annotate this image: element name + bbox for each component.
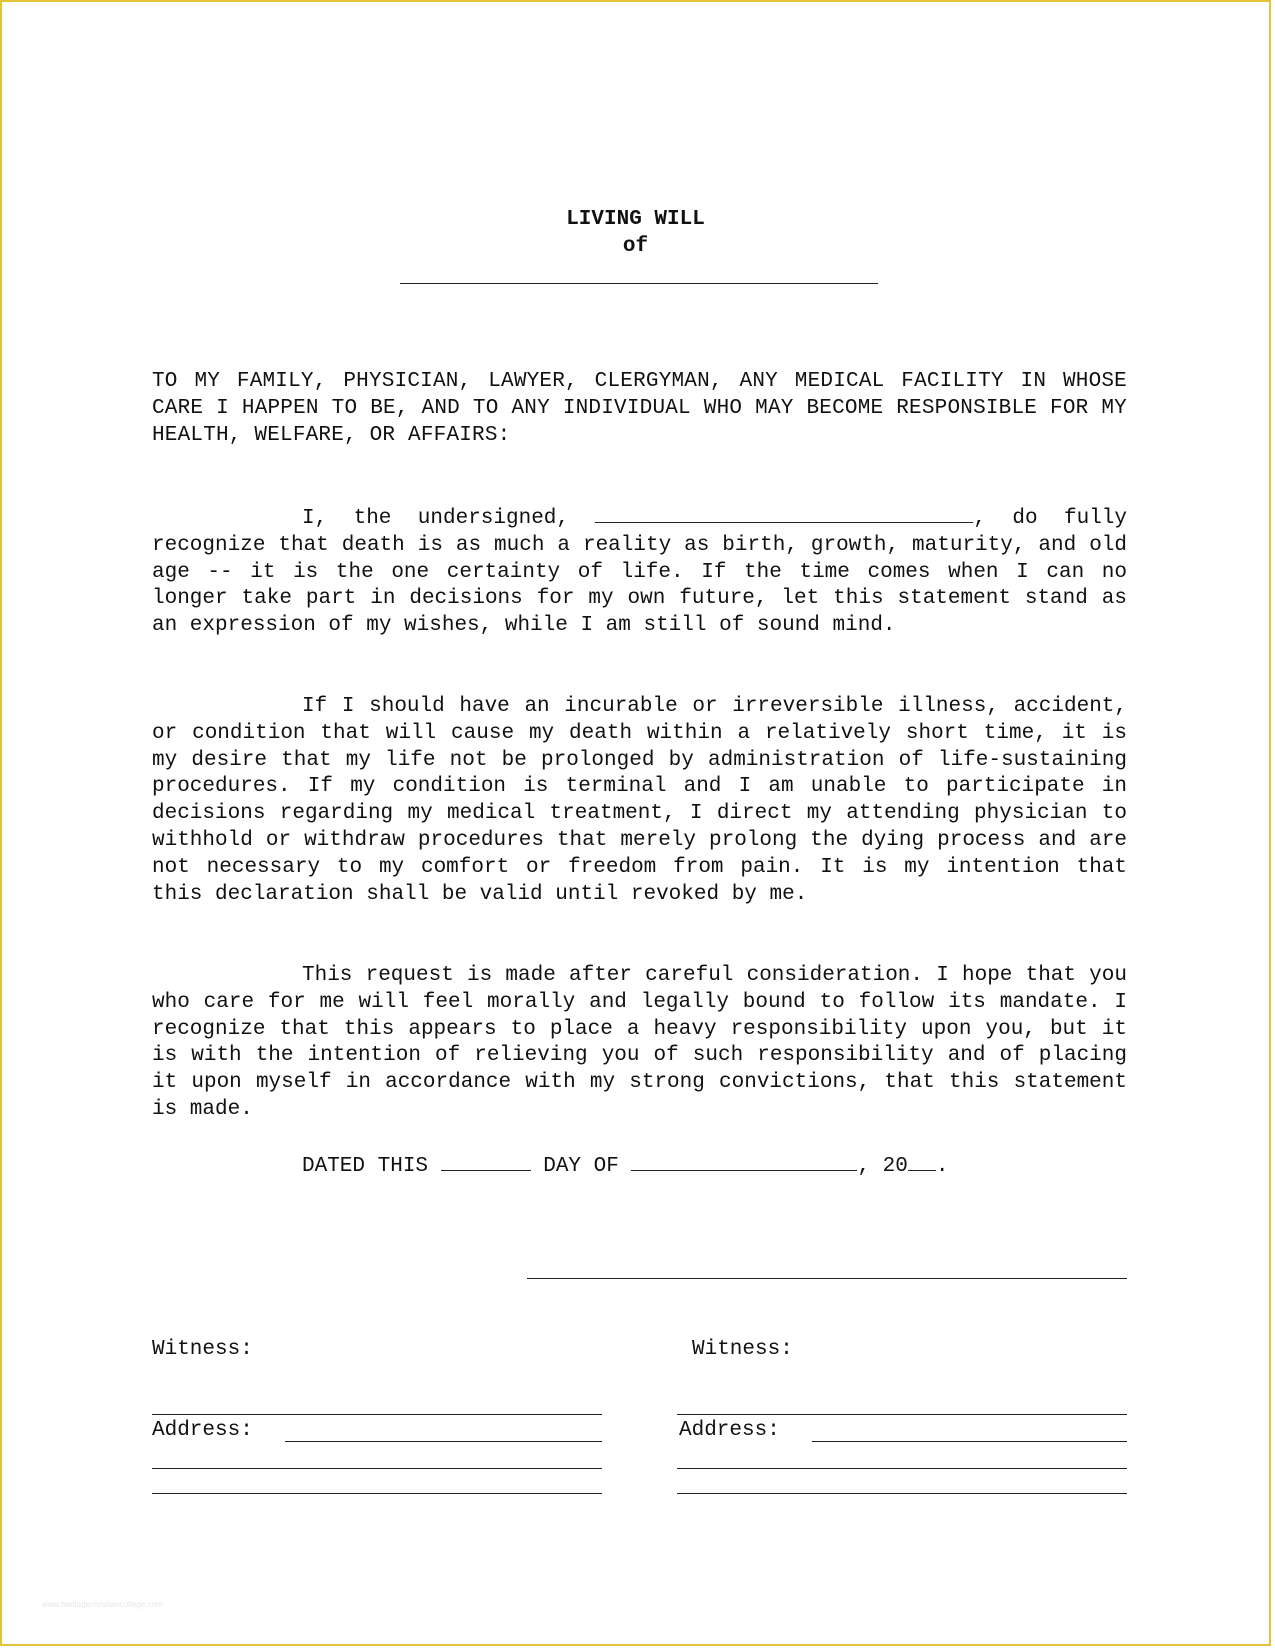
paragraph-1-rest: , do fully recognize that death is as much a reality as birth, growth, maturity, and old age -- it is the one certainty of life. If the time comes when I can no longer take part in decisions for my own future, let this statement stand as an expression of my wishes, while I am still of sound mind. — [152, 507, 1127, 638]
dated-line — [302, 1152, 948, 1180]
witness-left-address-line-2[interactable] — [152, 1468, 602, 1469]
witness-left-signature-line[interactable] — [152, 1414, 602, 1415]
witness-right-address-line-2[interactable] — [677, 1468, 1127, 1469]
witness-right-address-line-3[interactable] — [677, 1493, 1127, 1494]
signature-line[interactable] — [527, 1278, 1127, 1279]
month-blank[interactable] — [631, 1152, 857, 1171]
declarant-name-line[interactable] — [400, 283, 878, 284]
dated-suffix: . — [935, 1155, 949, 1178]
watermark: www.heritagechristiancollege.com — [42, 1600, 163, 1609]
paragraph-2-text: If I should have an incurable or irreversible illness, accident, or condition that will cause my death within a relatively short time, it is my desire that my life not be prolonged by administration of life-sustaining procedures. If my condition is terminal and I am unable to participate in decisions regarding my medical treatment, I direct my attending physician to withhold or withdraw procedures that merely prolong the dying process and are not necessary to my comfort or freedom from pain. It is my intention that this declaration shall be valid until revoked by me. — [152, 695, 1127, 906]
paragraph-3 — [152, 963, 1127, 1124]
witness-left-address-line-1[interactable] — [285, 1441, 602, 1442]
witness-left-address-line-3[interactable] — [152, 1493, 602, 1494]
paragraph-1-start: I, the undersigned, — [302, 507, 596, 530]
witness-right-label: Witness: — [692, 1338, 793, 1361]
paragraph-3-text: This request is made after careful consideration. I hope that you who care for me will feel morally and legally bound to follow its mandate. I recognize that this appears to place a heavy responsibility upon you, but it is with the intention of relieving you of such responsibility and of placing it upon myself in accordance with my strong convictions, that this statement is made. — [152, 964, 1127, 1121]
dated-prefix: DATED THIS — [302, 1155, 441, 1178]
dated-year-prefix: , 20 — [857, 1155, 908, 1178]
paragraph-1 — [152, 504, 1127, 640]
title-line-1: LIVING WILL — [566, 208, 705, 231]
undersigned-name-blank[interactable] — [595, 504, 973, 523]
paragraph-2 — [152, 694, 1127, 908]
dated-day-of: DAY OF — [530, 1155, 632, 1178]
title-line-2: of — [622, 235, 649, 258]
witness-left-label: Witness: — [152, 1338, 253, 1361]
year-blank[interactable] — [908, 1152, 936, 1171]
witness-right-address-line-1[interactable] — [812, 1441, 1127, 1442]
salutation: TO MY FAMILY, PHYSICIAN, LAWYER, CLERGYMAN, ANY MEDICAL FACILITY IN WHOSE CARE I HAPPEN TO BE, AND TO ANY INDIVIDUAL WHO MAY BECOME RESPONSIBLE FOR MY HEALTH, WELFARE, OR AFFAIRS: — [152, 370, 1127, 447]
witness-right-signature-line[interactable] — [677, 1414, 1127, 1415]
day-blank[interactable] — [441, 1152, 531, 1171]
document-title — [2, 206, 1269, 260]
witness-right-address-label: Address: — [679, 1419, 780, 1442]
witness-left-address-label: Address: — [152, 1419, 253, 1442]
